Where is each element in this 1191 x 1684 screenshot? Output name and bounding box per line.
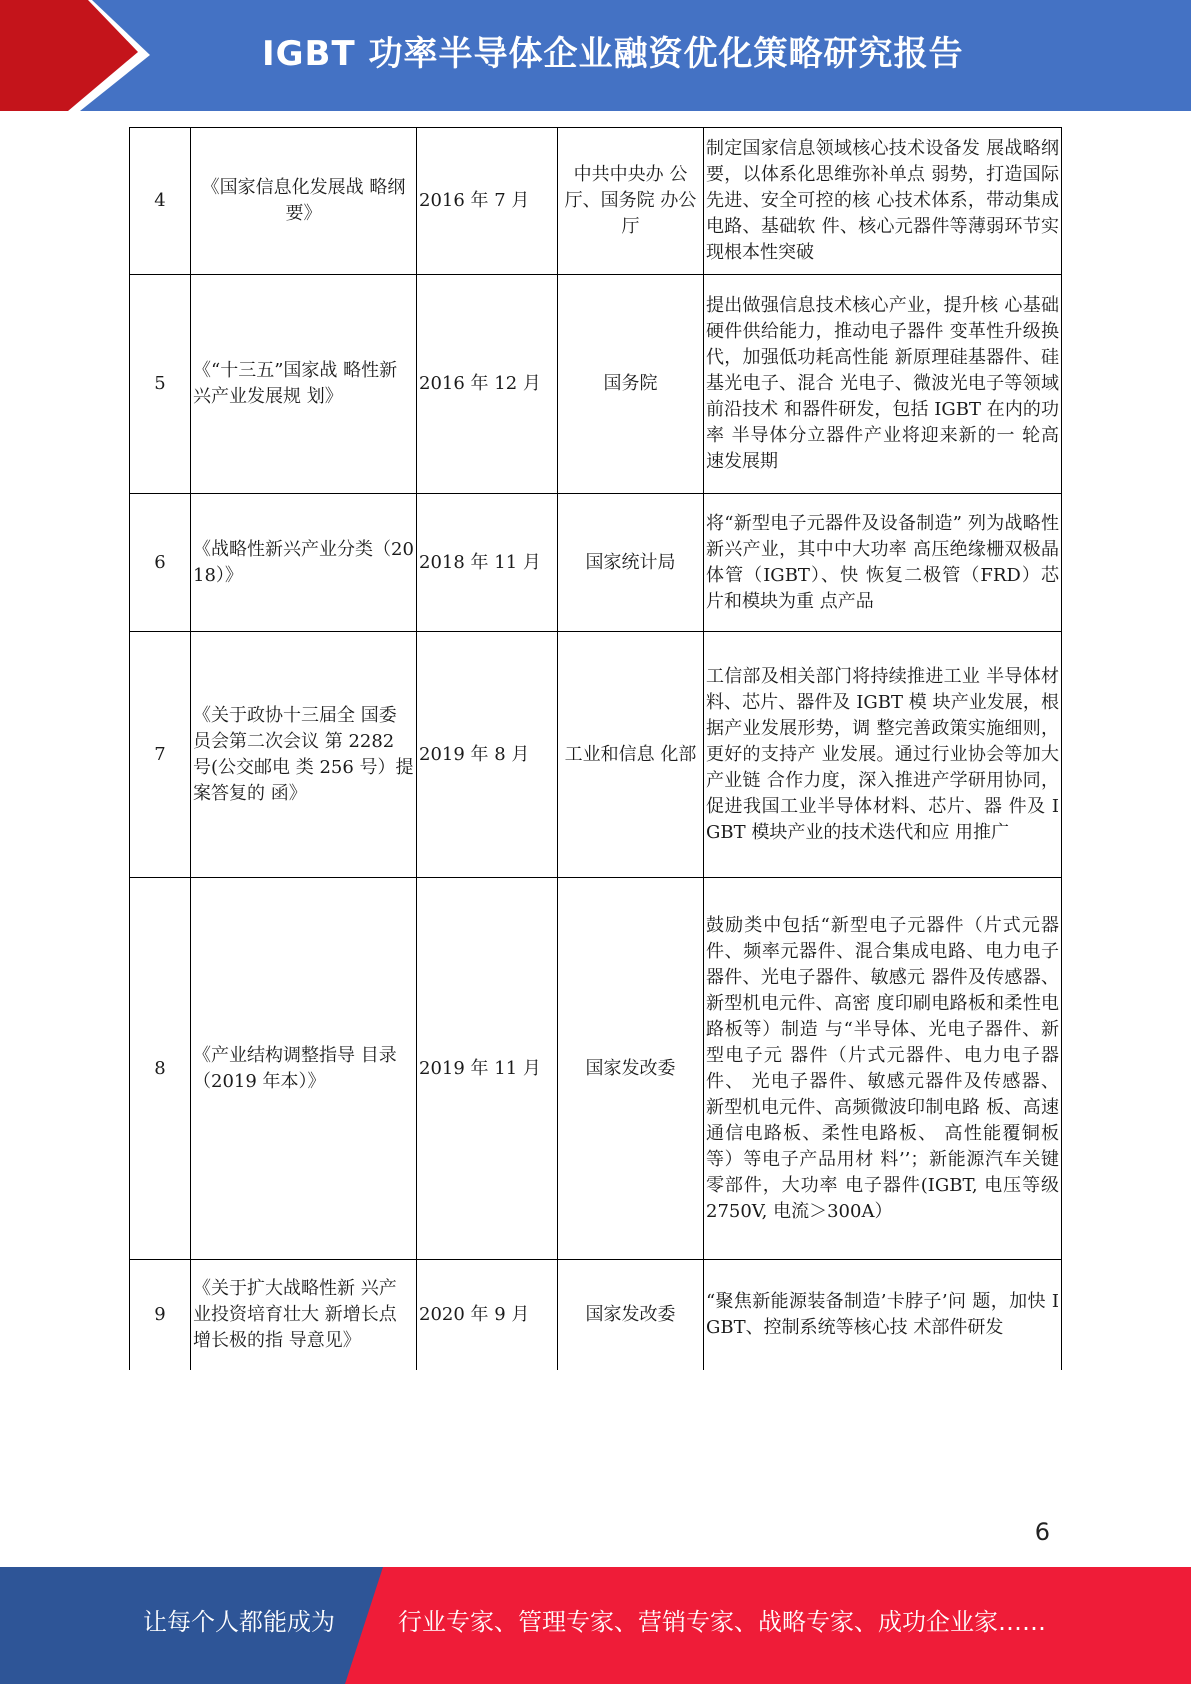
issue-date: 2020 年 9 月 <box>417 1260 558 1370</box>
policy-table <box>129 127 1062 1370</box>
document-title: IGBT 功率半导体企业融资优化策略研究报告 <box>262 34 964 74</box>
page-number: 6 <box>1034 1518 1050 1546</box>
policy-name: 《产业结构调整指导 目录（2019 年本）》 <box>191 878 417 1260</box>
row-number: 7 <box>130 632 191 878</box>
issuing-department: 国家发改委 <box>558 878 704 1260</box>
row-number: 9 <box>130 1260 191 1370</box>
table-row <box>130 494 1062 632</box>
footer-slogan-list: 行业专家、管理专家、营销专家、战略专家、成功企业家…… <box>398 1608 1046 1636</box>
row-number: 8 <box>130 878 191 1260</box>
page-footer <box>0 1567 1191 1684</box>
issue-date: 2019 年 11 月 <box>417 878 558 1260</box>
issue-date: 2016 年 7 月 <box>417 128 558 275</box>
table-row <box>130 632 1062 878</box>
table-row <box>130 128 1062 275</box>
policy-description: “聚焦新能源装备制造’卡脖子’问 题，加快 IGBT、控制系统等核心技 术部件研发 <box>704 1260 1062 1370</box>
policy-description: 制定国家信息领域核心技术设备发 展战略纲要，以体系化思维弥补单点 弱势，打造国际先进、安全可控的核 心技术体系，带动集成电路、基础软 件、核心元器件等薄弱环节实现根本性突破 <box>704 128 1062 275</box>
table-row <box>130 275 1062 494</box>
policy-name: 《关于扩大战略性新 兴产业投资培育壮大 新增长点增长极的指 导意见》 <box>191 1260 417 1370</box>
issuing-department: 工业和信息 化部 <box>558 632 704 878</box>
footer-slogan-lead: 让每个人都能成为 <box>143 1608 335 1636</box>
policy-name: 《“十三五”国家战 略性新兴产业发展规 划》 <box>191 275 417 494</box>
issue-date: 2018 年 11 月 <box>417 494 558 632</box>
issuing-department: 国家统计局 <box>558 494 704 632</box>
table-row <box>130 1260 1062 1370</box>
row-number: 6 <box>130 494 191 632</box>
policy-name: 《国家信息化发展战 略纲要》 <box>191 128 417 275</box>
page-header <box>0 0 1191 111</box>
policy-description: 将“新型电子元器件及设备制造” 列为战略性新兴产业，其中中大功率 高压绝缘栅双极晶体管（IGBT）、快 恢复二极管（FRD）芯片和模块为重 点产品 <box>704 494 1062 632</box>
row-number: 5 <box>130 275 191 494</box>
issuing-department: 国家发改委 <box>558 1260 704 1370</box>
issuing-department: 国务院 <box>558 275 704 494</box>
row-number: 4 <box>130 128 191 275</box>
policy-description: 提出做强信息技术核心产业，提升核 心基础硬件供给能力，推动电子器件 变革性升级换代，加强低功耗高性能 新原理硅基器件、硅基光电子、混合 光电子、微波光电子等领域前沿技术 和器件研发，包括 IGBT 在内的功率 半导体分立器件产业将迎来新的一 轮高速发展期 <box>704 275 1062 494</box>
issuing-department: 中共中央办 公厅、国务院 办公厅 <box>558 128 704 275</box>
issue-date: 2016 年 12 月 <box>417 275 558 494</box>
policy-description: 鼓励类中包括“新型电子元器件（片式元器件、频率元器件、混合集成电路、电力电子器件、光电子器件、敏感元 器件及传感器、新型机电元件、高密 度印刷电路板和柔性电路板等）制造 与“半导体、光电子器件、新型电子元 器件（片式元器件、电力电子器件、 光电子器件、敏感元器件及传感器、 新型机电元件、高频微波印制电路 板、高速通信电路板、柔性电路板、 高性能覆铜板等）等电子产品用材 料’’；新能源汽车关键零部件，大功率 电子器件(IGBT, 电压等级 2750V, 电流＞300A） <box>704 878 1062 1260</box>
policy-name: 《战略性新兴产业分类（2018）》 <box>191 494 417 632</box>
policy-name: 《关于政协十三届全 国委员会第二次会议 第 2282 号(公交邮电 类 256 号）提案答复的 函》 <box>191 632 417 878</box>
policy-description: 工信部及相关部门将持续推进工业 半导体材料、芯片、器件及 IGBT 模 块产业发展，根据产业发展形势，调 整完善政策实施细则，更好的支持产 业发展。通过行业协会等加大产业链 合作力度，深入推进产学研用协同， 促进我国工业半导体材料、芯片、器 件及 IGBT 模块产业的技术迭代和应 用推广 <box>704 632 1062 878</box>
issue-date: 2019 年 8 月 <box>417 632 558 878</box>
table-row <box>130 878 1062 1260</box>
